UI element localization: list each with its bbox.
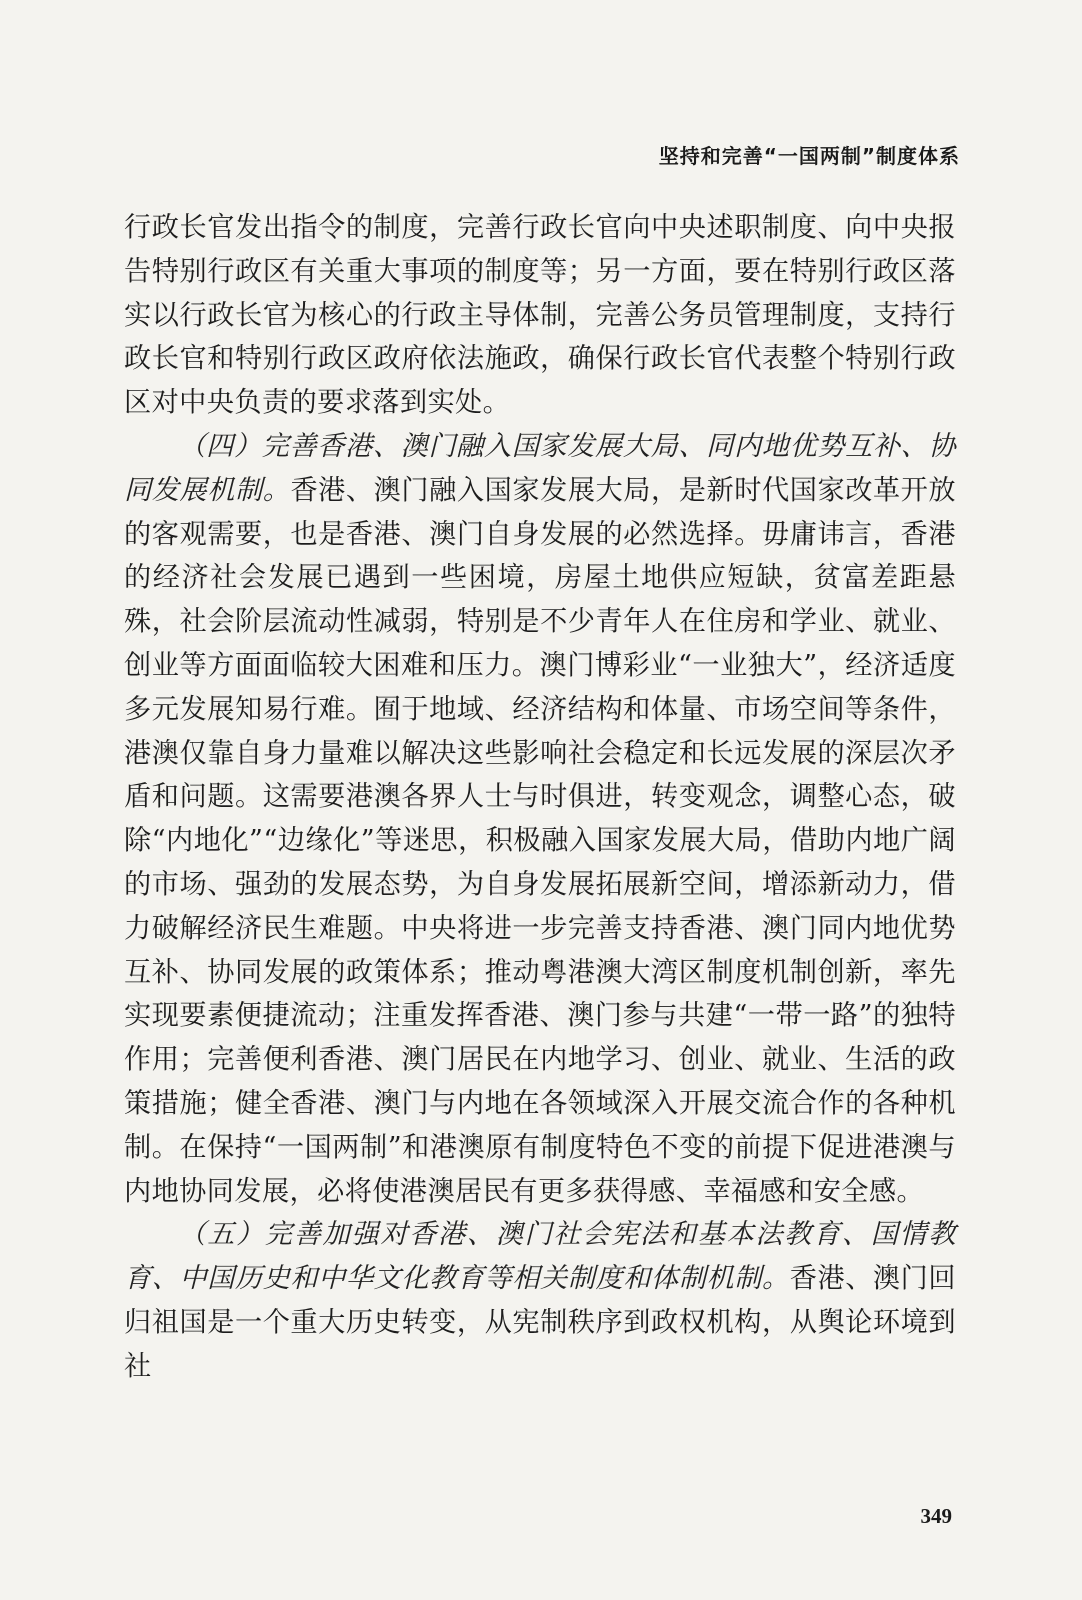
section-five-heading: （五）完善加强对香港、澳门社会宪法和基本法教育、国情教育、中国历史和中华文化教育等相关制度和体制机制。 xyxy=(124,1219,956,1295)
paragraph-section-five xyxy=(124,1213,956,1388)
paragraph-section-four xyxy=(124,425,956,1213)
section-four-heading: （四）完善香港、澳门融入国家发展大局、同内地优势互补、协同发展机制。 xyxy=(124,430,956,506)
section-five-body: 香港、澳门回归祖国是一个重大历史转变，从宪制秩序到政权机构，从舆论环境到社 xyxy=(124,1263,956,1382)
section-four-body: 香港、澳门融入国家发展大局，是新时代国家改革开放的客观需要，也是香港、澳门自身发展的必然选择。毋庸讳言，香港的经济社会发展已遇到一些困境，房屋土地供应短缺，贫富差距悬殊，社会阶层流动性减弱，特别是不少青年人在住房和学业、就业、创业等方面面临较大困难和压力。澳门博彩业“一业独大”，经济适度多元发展知易行难。囿于地域、经济结构和体量、市场空间等条件，港澳仅靠自身力量难以解决这些影响社会稳定和长远发展的深层次矛盾和问题。这需要港澳各界人士与时俱进，转变观念，调整心态，破除“内地化”“边缘化”等迷思，积极融入国家发展大局，借助内地广阔的市场、强劲的发展态势，为自身发展拓展新空间，增添新动力，借力破解经济民生难题。中央将进一步完善支持香港、澳门同内地优势互补、协同发展的政策体系；推动粤港澳大湾区制度机制创新，率先实现要素便捷流动；注重发挥香港、澳门参与共建“一带一路”的独特作用；完善便利香港、澳门居民在内地学习、创业、就业、生活的政策措施；健全香港、澳门与内地在各领域深入开展交流合作的各种机制。在保持“一国两制”和港澳原有制度特色不变的前提下促进港澳与内地协同发展，必将使港澳居民有更多获得感、幸福感和安全感。 xyxy=(124,474,956,1207)
running-header-title: 坚持和完善“一国两制”制度体系 xyxy=(658,144,960,168)
body-text xyxy=(124,206,956,1389)
page-number: 349 xyxy=(920,1504,952,1528)
paragraph-continuation: 行政长官发出指令的制度，完善行政长官向中央述职制度、向中央报告特别行政区有关重大事项的制度等；另一方面，要在特别行政区落实以行政长官为核心的行政主导体制，完善公务员管理制度，支持行政长官和特别行政区政府依法施政，确保行政长官代表整个特别行政区对中央负责的要求落到实处。 xyxy=(124,212,956,419)
